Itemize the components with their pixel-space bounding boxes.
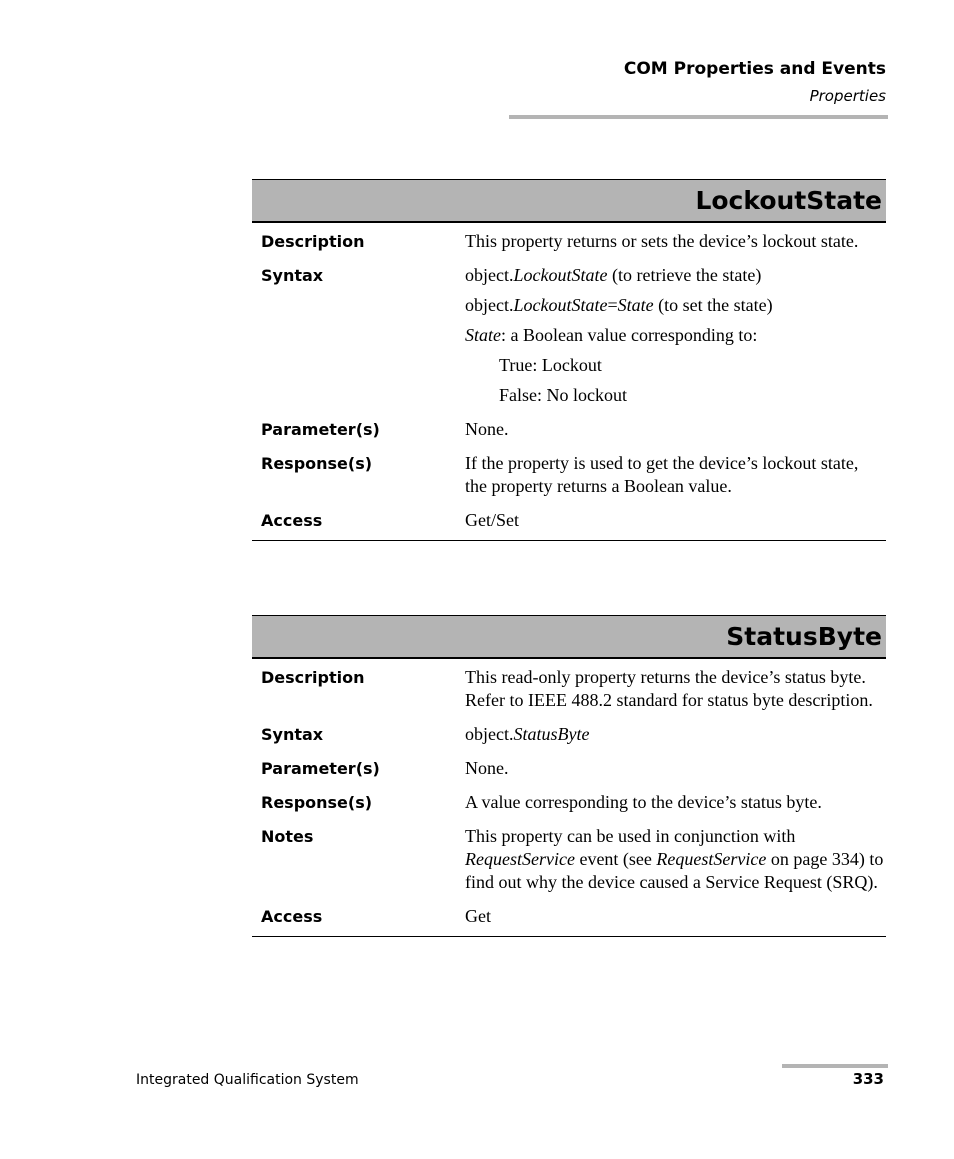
statusbyte-property-table — [252, 615, 886, 937]
notes-event-name: RequestService — [465, 849, 575, 869]
lockoutstate-property-table — [252, 179, 886, 541]
syntax-state-line — [465, 324, 884, 347]
syntax-label: Syntax — [261, 266, 324, 285]
access-label: Access — [261, 511, 323, 530]
statusbyte-notes-row — [252, 818, 886, 898]
syntax-get-line — [465, 264, 884, 287]
lockoutstate-access-row — [252, 502, 886, 540]
lockoutstate-parameters-row — [252, 411, 886, 445]
syntax-note: (to retrieve the state) — [607, 265, 762, 285]
running-header — [624, 58, 886, 107]
syntax-object: object. — [465, 295, 514, 315]
section-title: Properties — [809, 87, 886, 105]
access-text: Get — [465, 906, 491, 926]
syntax-property: LockoutState — [513, 265, 608, 285]
footer-product-name: Integrated Qualification System — [136, 1072, 359, 1088]
description-value — [465, 666, 886, 712]
description-label: Description — [261, 668, 365, 687]
description-label: Description — [261, 232, 365, 251]
syntax-variable: State — [465, 325, 501, 345]
notes-text-part: This property can be used in conjunction with — [465, 826, 796, 846]
syntax-object: object. — [465, 265, 514, 285]
parameters-label: Parameter(s) — [261, 759, 380, 778]
lockoutstate-responses-row — [252, 445, 886, 502]
footer-rule — [782, 1064, 888, 1068]
description-text: This property returns or sets the device’s lockout state. — [465, 231, 859, 251]
syntax-equals: = — [607, 295, 618, 315]
description-text: This read-only property returns the device’s status byte. Refer to IEEE 488.2 standard for status byte description. — [465, 667, 873, 710]
notes-value — [465, 825, 886, 894]
header-rule — [509, 115, 888, 119]
responses-label: Response(s) — [261, 793, 373, 812]
statusbyte-title: StatusByte — [252, 615, 886, 659]
syntax-note: (to set the state) — [653, 295, 773, 315]
notes-text — [465, 825, 884, 894]
chapter-title: COM Properties and Events — [623, 59, 886, 79]
parameters-value — [465, 757, 886, 780]
syntax-option-false: False: No lockout — [499, 385, 627, 405]
notes-text-part: event (see — [574, 849, 657, 869]
syntax-value — [465, 723, 886, 746]
statusbyte-syntax-row — [252, 716, 886, 750]
lockoutstate-syntax-row — [252, 257, 886, 411]
responses-text: If the property is used to get the device’s lockout state, the property returns a Boolean value. — [465, 453, 859, 496]
lockoutstate-description-row — [252, 223, 886, 257]
statusbyte-responses-row — [252, 784, 886, 818]
syntax-variable: State — [617, 295, 654, 315]
syntax-property: LockoutState — [513, 295, 608, 315]
access-label: Access — [261, 907, 323, 926]
syntax-object: object. — [465, 724, 514, 744]
access-text: Get/Set — [465, 510, 519, 530]
notes-event-reference: RequestService — [656, 849, 767, 869]
page-number: 333 — [852, 1070, 884, 1088]
description-value — [465, 230, 886, 253]
syntax-option-true: True: Lockout — [499, 355, 602, 375]
parameters-value — [465, 418, 886, 441]
access-value — [465, 509, 886, 532]
notes-text-part: on page 334) to find out why the device caused a Service Request (SRQ). — [465, 849, 884, 892]
lockoutstate-title: LockoutState — [252, 179, 886, 223]
parameters-text: None. — [465, 419, 509, 439]
syntax-property: StatusByte — [513, 724, 590, 744]
statusbyte-description-row — [252, 659, 886, 716]
statusbyte-access-row — [252, 898, 886, 936]
syntax-line — [465, 723, 884, 746]
access-value — [465, 905, 886, 928]
parameters-label: Parameter(s) — [261, 420, 380, 439]
syntax-value — [465, 264, 886, 407]
parameters-text: None. — [465, 758, 509, 778]
responses-value — [465, 791, 886, 814]
responses-value — [465, 452, 886, 498]
responses-label: Response(s) — [261, 454, 373, 473]
syntax-note: : a Boolean value corresponding to: — [501, 325, 758, 345]
statusbyte-parameters-row — [252, 750, 886, 784]
responses-text: A value corresponding to the device’s status byte. — [465, 792, 822, 812]
notes-label: Notes — [261, 827, 314, 846]
syntax-label: Syntax — [261, 725, 324, 744]
syntax-set-line — [465, 294, 884, 317]
